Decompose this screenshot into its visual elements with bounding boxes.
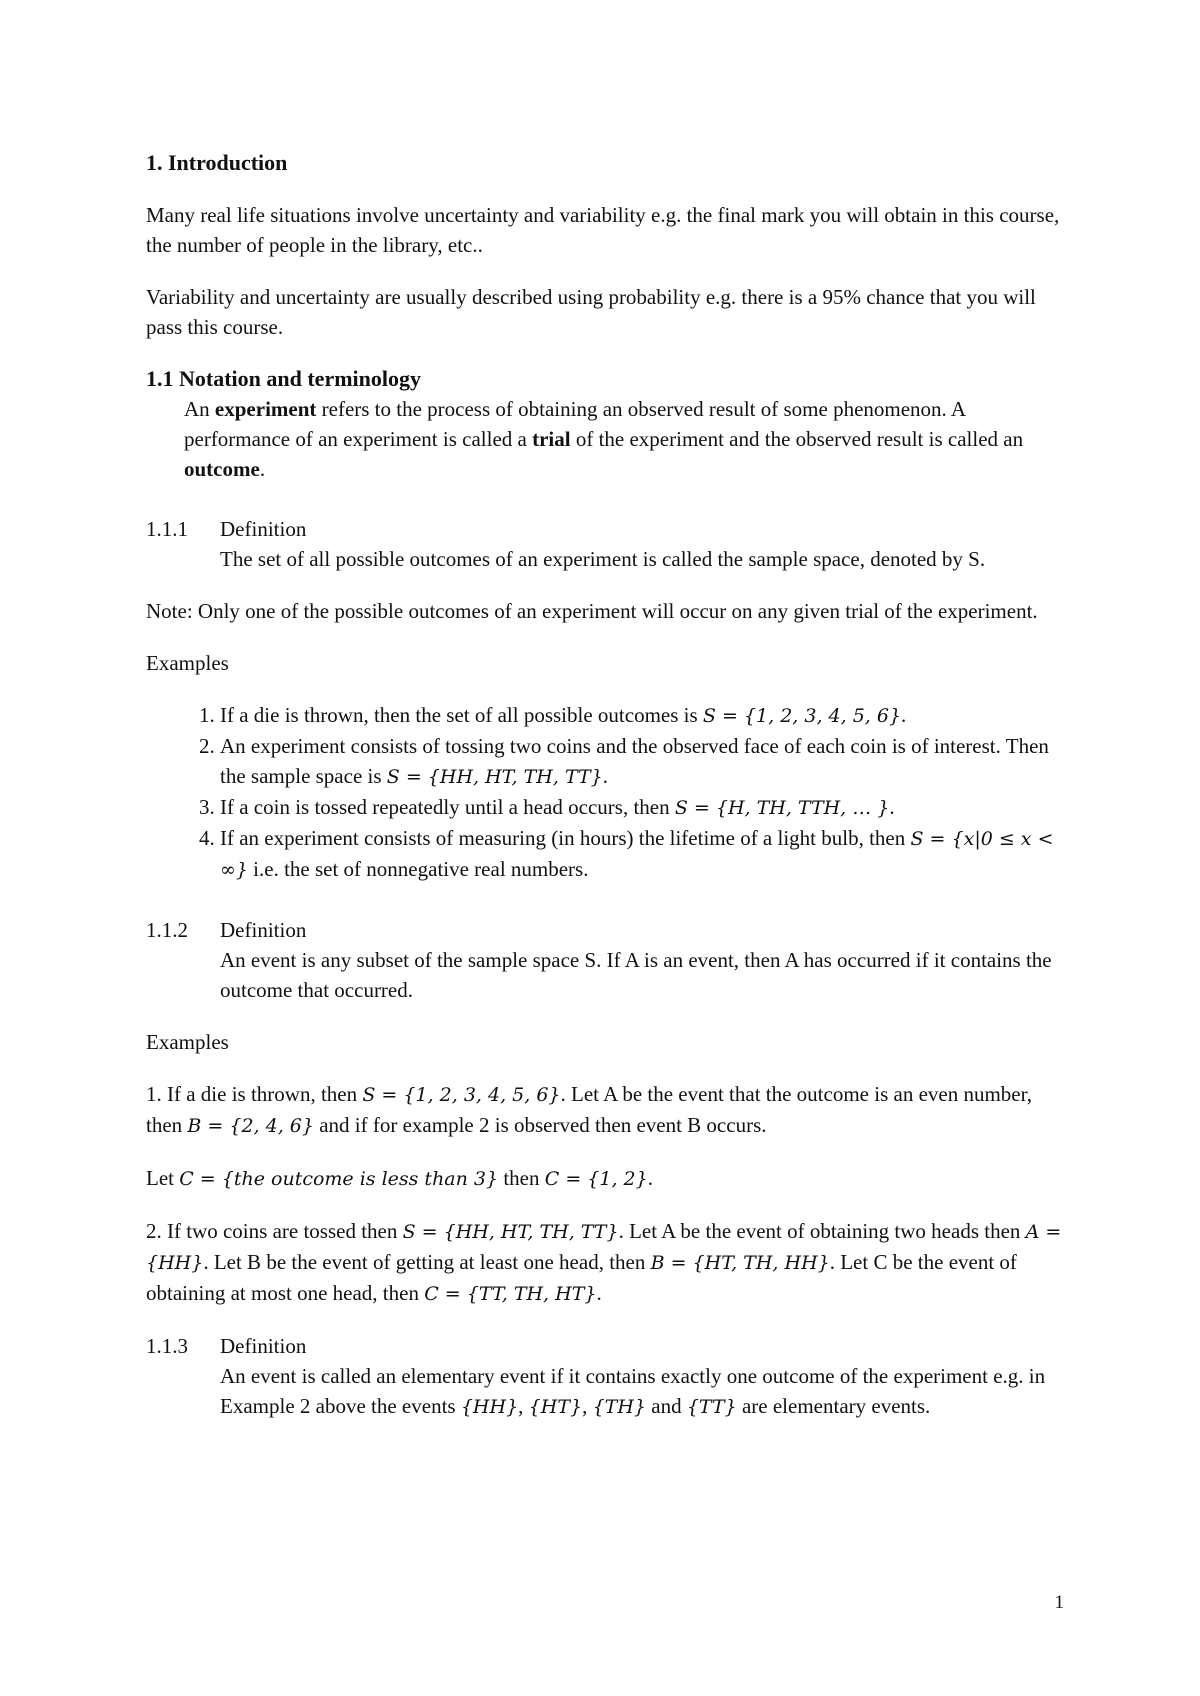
definition-1-1-2-body: An event is any subset of the sample space S. If A is an event, then A has occurred if it contains the outcome that occurred. xyxy=(220,948,1052,1002)
definition-number: 1.1.1 xyxy=(146,517,188,541)
definition-1-1-1-header xyxy=(146,514,1066,544)
text-run: An event is called an elementary event if it contains exactly one outcome of the experiment e.g. in Example 2 above the events xyxy=(220,1364,1046,1418)
text-run: and xyxy=(646,1394,687,1418)
text-run: refers to the process of obtaining an observed result of some phenomenon. A performance of an experiment is called a xyxy=(184,397,965,451)
term-trial: trial xyxy=(532,427,571,451)
text-run: . Let C be the event of obtaining at most one head, then xyxy=(146,1250,1017,1305)
text-run: . xyxy=(259,457,266,481)
math-expression: {TH} xyxy=(592,1396,647,1418)
definition-1-1-2-header xyxy=(146,915,1066,945)
text-run: . xyxy=(602,764,608,788)
text-run: If a coin is tossed repeatedly until a head occurs, then xyxy=(220,795,675,819)
page-number: 1 xyxy=(1054,1592,1064,1613)
text-run: 1. If a die is thrown, then xyxy=(146,1082,363,1106)
definition-title: Definition xyxy=(220,918,307,942)
math-expression: B = {HT, TH, HH} xyxy=(650,1252,830,1274)
definition-number: 1.1.2 xyxy=(146,918,188,942)
text-run: of the experiment and the observed result is called an xyxy=(570,427,1024,451)
definition-number: 1.1.3 xyxy=(146,1334,188,1358)
text-run: . Let A be the event that the outcome is an even number, then xyxy=(146,1082,1033,1137)
notation-paragraph xyxy=(146,394,1066,484)
definition-title: Definition xyxy=(220,517,307,541)
math-expression: C = {1, 2} xyxy=(544,1168,648,1190)
text-run: . Let B be the event of getting at least one head, then xyxy=(203,1250,651,1274)
example-2-paragraph-1 xyxy=(146,1079,1066,1141)
text-run: . xyxy=(889,795,895,819)
term-outcome: outcome xyxy=(184,457,260,481)
text-run: , xyxy=(582,1394,593,1418)
math-expression: {HT} xyxy=(528,1396,583,1418)
text-run: 2. If two coins are tossed then xyxy=(146,1219,403,1243)
math-expression: S = {1, 2, 3, 4, 5, 6} xyxy=(362,1084,561,1106)
definition-1-1-1-body: The set of all possible outcomes of an experiment is called the sample space, denoted by S. xyxy=(220,547,986,571)
examples-label-2: Examples xyxy=(146,1030,229,1054)
text-run: . xyxy=(647,1166,653,1190)
intro-paragraph-2: Variability and uncertainty are usually described using probability e.g. there is a 95% chance that you will pass this course. xyxy=(146,285,1036,339)
math-expression: A = {HH} xyxy=(146,1221,1062,1274)
list-item xyxy=(220,792,1066,823)
math-expression: C = {TT, TH, HT} xyxy=(424,1283,597,1305)
math-expression: C = {the outcome is less than 3} xyxy=(179,1168,499,1190)
document-page xyxy=(146,148,1066,1422)
math-expression: S = {H, TH, TTH, … } xyxy=(674,797,890,819)
text-run: . xyxy=(596,1281,602,1305)
list-item xyxy=(220,823,1066,885)
note-paragraph: Note: Only one of the possible outcomes of an experiment will occur on any given trial of the experiment. xyxy=(146,599,1038,623)
text-run: If an experiment consists of measuring (in hours) the lifetime of a light bulb, then xyxy=(220,826,911,850)
list-item xyxy=(220,700,1066,731)
text-run: An experiment consists of tossing two coins and the observed face of each coin is of interest. Then the sample space is xyxy=(220,734,1049,788)
text-run: An xyxy=(184,397,215,421)
list-item xyxy=(220,731,1066,792)
section-heading-introduction: 1. Introduction xyxy=(146,150,288,175)
text-run: then xyxy=(498,1166,545,1190)
text-run: . xyxy=(901,703,907,727)
math-expression: {HH} xyxy=(460,1396,519,1418)
examples-list xyxy=(146,700,1066,885)
text-run: i.e. the set of nonnegative real numbers. xyxy=(247,857,589,881)
math-expression: B = {2, 4, 6} xyxy=(187,1115,314,1137)
examples-label: Examples xyxy=(146,651,229,675)
text-run: and if for example 2 is observed then event B occurs. xyxy=(313,1113,767,1137)
text-run: . Let A be the event of obtaining two heads then xyxy=(618,1219,1026,1243)
math-expression: S = {x|0 ≤ x < ∞} xyxy=(220,828,1054,881)
text-run: , xyxy=(518,1394,529,1418)
math-expression: S = {HH, HT, TH, TT} xyxy=(386,766,603,788)
text-run: Let xyxy=(146,1166,180,1190)
definition-title: Definition xyxy=(220,1334,307,1358)
example-2-paragraph-2 xyxy=(146,1163,1066,1194)
math-expression: S = {1, 2, 3, 4, 5, 6} xyxy=(702,705,902,727)
section-heading-notation: 1.1 Notation and terminology xyxy=(146,366,421,391)
intro-paragraph-1: Many real life situations involve uncertainty and variability e.g. the final mark you will obtain in this course, the number of people in the library, etc.. xyxy=(146,203,1060,257)
term-experiment: experiment xyxy=(214,397,317,421)
definition-1-1-3-body xyxy=(146,1361,1066,1422)
example-2-paragraph-3 xyxy=(146,1216,1066,1309)
math-expression: {TT} xyxy=(686,1396,737,1418)
text-run: If a die is thrown, then the set of all possible outcomes is xyxy=(220,703,703,727)
definition-1-1-3-header xyxy=(146,1331,1066,1361)
text-run: are elementary events. xyxy=(736,1394,931,1418)
math-expression: S = {HH, HT, TH, TT} xyxy=(402,1221,619,1243)
